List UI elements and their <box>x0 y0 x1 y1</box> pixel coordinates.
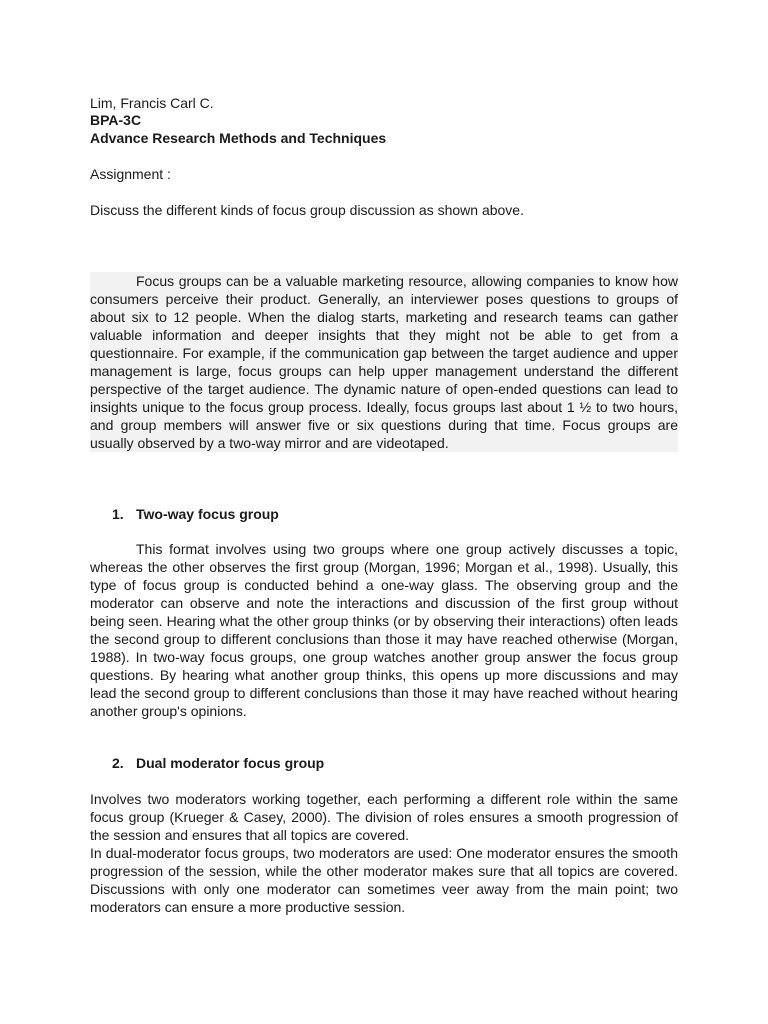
assignment-label: Assignment : <box>90 166 171 182</box>
section-title: Two-way focus group <box>136 506 279 522</box>
dual-moderator-paragraph-1: Involves two moderators working together, each performing a different role within the same focus group (Krueger & Casey, 2000). The division of roles ensures a smooth progression of the session and ensures that all topics are covered. <box>90 791 678 843</box>
section-title: Dual moderator focus group <box>136 755 325 771</box>
class-section: BPA-3C <box>90 112 142 128</box>
intro-paragraph: Focus groups can be a valuable marketing resource, allowing companies to know how consumers perceive their product. Generally, an interviewer poses questions to groups of about six to 12 people. When the dialog starts, marketing and research teams can gather valuable information and deeper insights that they might not be able to get from a questionnaire. For example, if the communication gap between the target audience and upper management is large, focus groups can help upper management understand the different perspective of the target audience. The dynamic nature of open-ended questions can lead to insights unique to the focus group process. Ideally, focus groups last about 1 ½ to two hours, and group members will answer five or six questions during that time. Focus groups are usually observed by a two-way mirror and are videotaped. <box>90 273 678 451</box>
two-way-paragraph: This format involves using two groups where one group actively discusses a topic, whereas the other observes the first group (Morgan, 1996; Morgan et al., 1998). Usually, this type of focus group is conducted behind a one-way glass. The observing group and the moderator can observe and note the interactions and discussion of the first group without being seen. Hearing what the other group thinks (or by observing their interactions) often leads the second group to different conclusions than those it may have reached otherwise (Morgan, 1988). In two-way focus groups, one group watches another group answer the focus group questions. By hearing what another group thinks, this opens up more discussions and may lead the second group to different conclusions than those it may have reached without hearing another group's opinions. <box>90 541 678 719</box>
section-heading-dual-moderator <box>112 754 324 772</box>
section-number: 1. <box>112 506 124 522</box>
section-number: 2. <box>112 755 124 771</box>
section-heading-two-way <box>112 505 279 523</box>
author-name: Lim, Francis Carl C. <box>90 95 214 111</box>
course-title: Advance Research Methods and Techniques <box>90 130 387 146</box>
assignment-prompt: Discuss the different kinds of focus group discussion as shown above. <box>90 202 524 218</box>
dual-moderator-paragraph-2: In dual-moderator focus groups, two moderators are used: One moderator ensures the smooth progression of the session, while the other moderator makes sure that all topics are covered. Discussions with only one moderator can sometimes veer away from the main point; two moderators can ensure a more productive session. <box>90 845 678 915</box>
